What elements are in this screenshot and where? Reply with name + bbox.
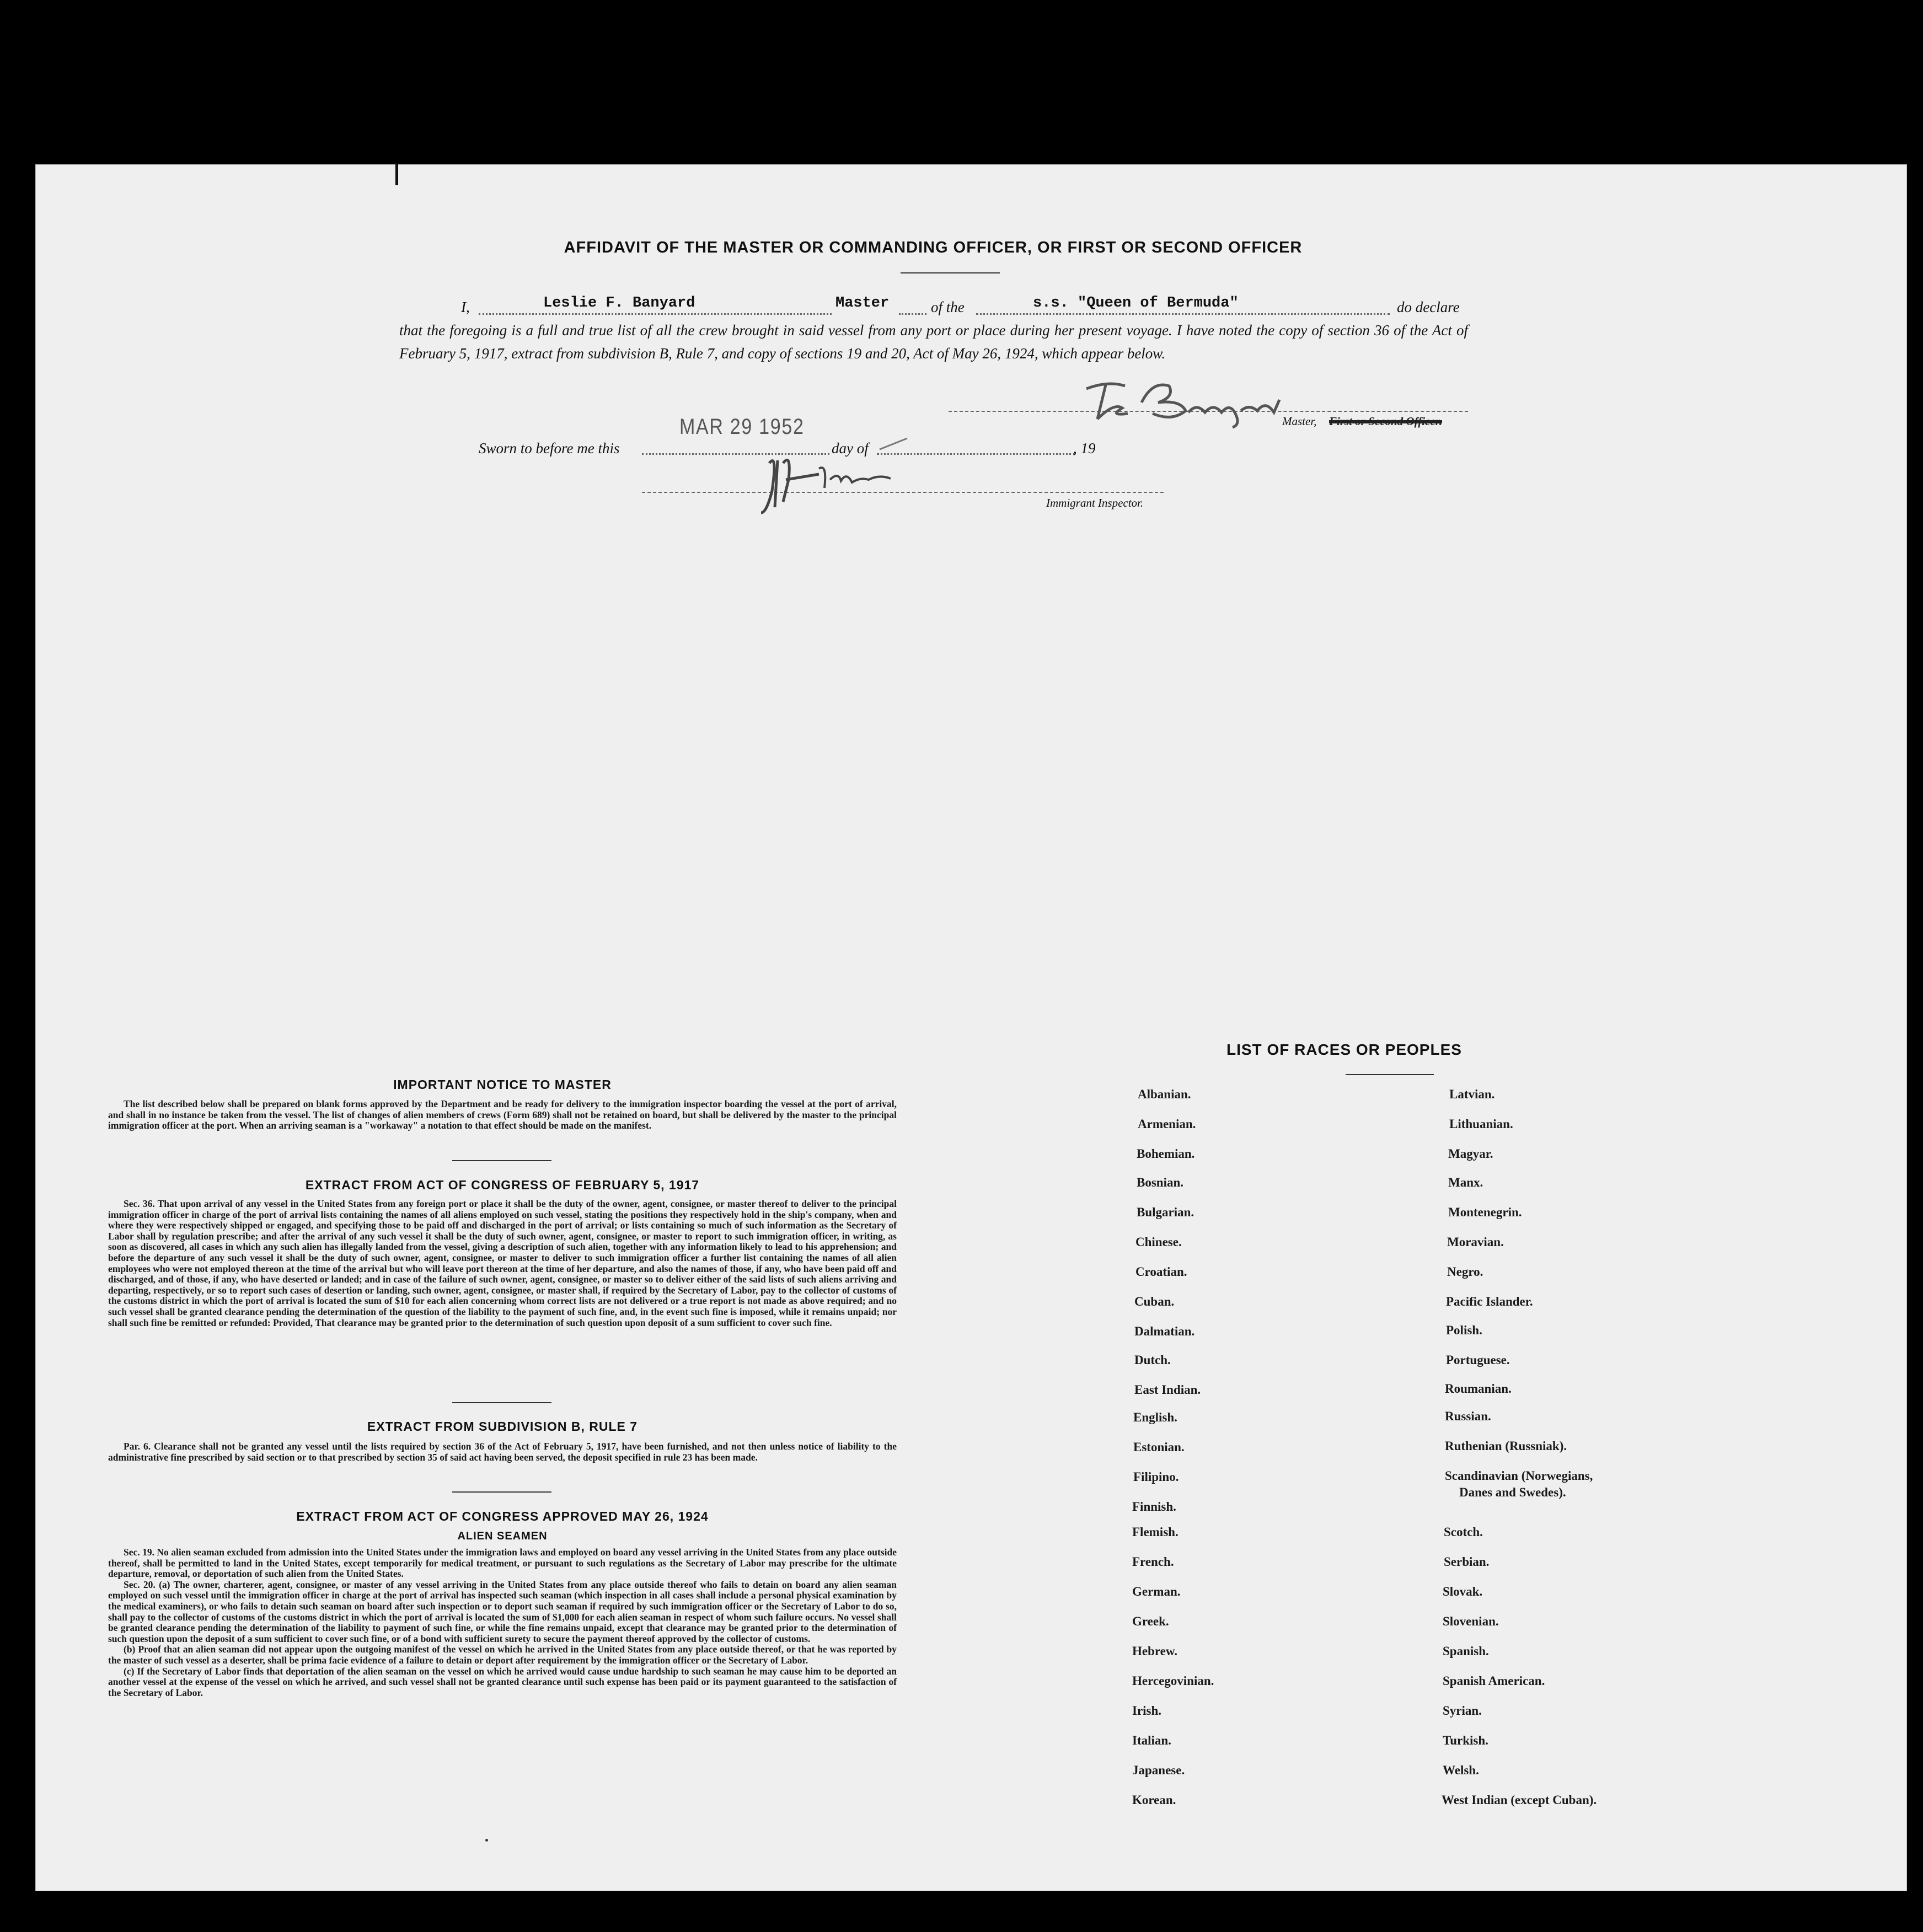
- race-item: Bulgarian.: [1137, 1205, 1194, 1219]
- section-20b-paragraph: (b) Proof that an alien seaman did not appear upon the outgoing manifest of the vessel on which he arrived in the United States from any place outside thereof, or that he was reported by the master of such vessel as a deserter, shall be prima facie evidence of a failure to detain or deport after requirement by the immigration officer or the Secretary of Labor.: [108, 1644, 897, 1666]
- alien-seamen-subtitle: ALIEN SEAMEN: [457, 1530, 548, 1542]
- race-item: Estonian.: [1133, 1440, 1185, 1454]
- par-6-paragraph: Par. 6. Clearance shall not be granted any vessel until the lists required by section 36 of the Act of February 5, 1917, have been furnished, and not then unless notice of liability to the administrative fine prescribed by said section or to that prescribed by section 35 of said act having been served, the deposit specified in rule 23 has been made.: [108, 1441, 897, 1463]
- vessel-name: s.s. "Queen of Bermuda": [1033, 295, 1239, 312]
- race-item: Slovak.: [1443, 1585, 1483, 1598]
- races-title: LIST OF RACES OR PEOPLES: [1226, 1041, 1462, 1058]
- notice-title: IMPORTANT NOTICE TO MASTER: [393, 1077, 612, 1092]
- race-item: Finnish.: [1132, 1500, 1176, 1514]
- inspector-caption: Immigrant Inspector.: [1046, 496, 1144, 509]
- race-item: Manx.: [1448, 1176, 1483, 1189]
- race-item: Lithuanian.: [1449, 1117, 1513, 1131]
- race-item: Greek.: [1132, 1614, 1169, 1628]
- rule-7-text: [108, 1441, 897, 1463]
- race-item: Croatian.: [1135, 1265, 1187, 1279]
- name-line: [479, 313, 832, 315]
- race-item: Magyar.: [1448, 1147, 1493, 1161]
- extract-1924-text: [108, 1547, 897, 1698]
- do-declare-label: do declare: [1397, 299, 1460, 315]
- race-item: Spanish.: [1443, 1644, 1489, 1658]
- date-stamp: MAR 29 1952: [679, 415, 805, 439]
- rule-7-divider: [452, 1491, 551, 1493]
- race-item: East Indian.: [1134, 1383, 1201, 1397]
- race-item: Turkish.: [1443, 1734, 1488, 1747]
- race-item: Bosnian.: [1137, 1176, 1184, 1189]
- race-item: Korean.: [1132, 1793, 1176, 1807]
- year-prefix: , 19: [1073, 440, 1096, 457]
- race-item: Flemish.: [1132, 1525, 1179, 1539]
- master-rank: Master: [835, 295, 890, 312]
- extract-1917-title: EXTRACT FROM ACT OF CONGRESS OF FEBRUARY 5, 1917: [305, 1178, 700, 1192]
- race-item: French.: [1132, 1555, 1174, 1569]
- title-underline: [901, 272, 1000, 273]
- extract-1917-divider: [452, 1402, 551, 1403]
- affidavit-body: that the foregoing is a full and true list of all the crew brought in said vessel from any port or place during her present voyage. I have noted the copy of section 36 of the Act of February 5, 1917, extract from subdivision B, Rule 7, and copy of sections 19 and 20, Act of May 26, 1924, which appear below.: [399, 322, 1468, 362]
- race-item: Roumanian.: [1445, 1382, 1512, 1396]
- rank-line: [899, 313, 926, 315]
- race-item: Filipino.: [1133, 1470, 1179, 1484]
- day-of-label: day of: [832, 440, 869, 457]
- struck-officer-caption: First or Second Officer.: [1329, 415, 1442, 428]
- race-item: Bohemian.: [1137, 1147, 1195, 1161]
- section-19-paragraph: Sec. 19. No alien seaman excluded from admission into the United States under the immigration laws and employed on board any vessel arriving in the United States from any place outside thereof, shall be permitted to land in the United States, except temporarily for medical treatment, or pursuant to such regulations as the Secretary of Labor may prescribe for the ultimate departure, removal, or deportation of such alien from the United States.: [108, 1547, 897, 1580]
- race-item: Scandinavian (Norwegians,: [1445, 1469, 1593, 1483]
- race-item: Danes and Swedes).: [1459, 1485, 1566, 1499]
- race-item: West Indian (except Cuban).: [1442, 1793, 1597, 1807]
- race-item: Italian.: [1132, 1734, 1171, 1747]
- rule-7-title: EXTRACT FROM SUBDIVISION B, RULE 7: [367, 1419, 638, 1434]
- master-signature: [1075, 369, 1296, 430]
- race-item: Russian.: [1445, 1409, 1491, 1423]
- race-item: Armenian.: [1138, 1117, 1196, 1131]
- race-item: Japanese.: [1132, 1763, 1185, 1777]
- master-name: Leslie F. Banyard: [543, 295, 695, 312]
- race-item: Slovenian.: [1443, 1614, 1499, 1628]
- section-36-paragraph: Sec. 36. That upon arrival of any vessel in the United States from any foreign port or place it shall be the duty of the owner, agent, consignee, or master thereof to deliver to the principal immigration officer in charge of the port of arrival lists containing the names of all aliens employed on such vessel, stating the positions they respectively hold in the ship's company, when and where they were respectively shipped or engaged, and specifying those to be paid off and discharged in the port of arrival; or lists containing so much of such information as the Secretary of Labor shall by regulation prescribe; and after the arrival of any such vessel it shall be the duty of such owner, agent, consignee, or master to report to such immigration officer, in writing, as soon as discovered, all cases in which any such alien has illegally landed from the vessel, giving a description of such alien, together with any information likely to lead to his apprehension; and before the departure of any such vessel it shall be the duty of such owner, agent, consignee, or master to deliver to such immigration officer a further list containing the names of all alien employees who were not employed thereon at the time of the arrival but who will leave port thereon at the time of her departure, and also the names of those, if any, who have been paid off and discharged, and of those, if any, who have deserted or landed; and in case of the failure of such owner, agent, consignee, or master so to deliver either of the said lists of such aliens arriving and departing, respectively, or so to report such cases of desertion or landing, such owner, agent, consignee, or master shall, if required by the Secretary of Labor, pay to the collector of customs of the customs district in which the port of arrival is located the sum of $10 for each alien concerning whom correct lists are not delivered or a true report is not made as above required; and no such vessel shall be granted clearance pending the determination of the question of the liability to the payment of such fine, and, in the event such fine is imposed, while it remains unpaid; nor shall such fine be remitted or refunded: Provided, That clearance may be granted prior to the determination of such question upon deposit of a sum sufficient to cover such fine.: [108, 1198, 897, 1328]
- race-item: Dutch.: [1134, 1353, 1171, 1367]
- race-item: Negro.: [1447, 1265, 1483, 1279]
- vessel-line: [976, 313, 1390, 315]
- notice-paragraph: The list described below shall be prepared on blank forms approved by the Department and be ready for delivery to the immigration inspector boarding the vessel at the port of arrival, and shall in no instance be taken from the vessel. The list of changes of alien members of crews (Form 689) shall not be retained on board, but shall be delivered by the master to the principal immigration officer at the port. When an arriving seaman is a "workaway" a notation to that effect should be made on the manifest.: [108, 1098, 897, 1131]
- race-item: Moravian.: [1447, 1235, 1504, 1249]
- section-20a-paragraph: Sec. 20. (a) The owner, charterer, agent, consignee, or master of any vessel arriving in the United States from any place outside thereof who fails to detain on board any alien seaman employed on such vessel until the immigration officer in charge at the port of arrival has inspected such seaman (which inspection in all cases shall include a personal physical examination by the medical examiners), or who fails to detain such seaman on board after such inspection or to deport such seaman if required by such immigration officer or the Secretary of Labor to do so, shall pay to the collector of customs of the customs district in which the port of arrival is located the sum of $1,000 for each alien seaman in respect of whom such failure occurs. No vessel shall be granted clearance pending the determination of the liability to payment of such fine, or while the fine remains unpaid, except that clearance may be granted prior to the determination of such question upon the deposit of a sum sufficient to cover such fine, or of a bond with sufficient surety to secure the payment thereof approved by the collector of customs.: [108, 1579, 897, 1644]
- race-item: Montenegrin.: [1448, 1205, 1522, 1219]
- race-item: Latvian.: [1449, 1087, 1495, 1101]
- race-item: Scotch.: [1444, 1525, 1483, 1539]
- race-item: Hercegovinian.: [1132, 1674, 1214, 1688]
- notice-text: [108, 1099, 897, 1131]
- races-divider: [1346, 1074, 1434, 1075]
- race-item: Irish.: [1132, 1704, 1162, 1718]
- race-item: Ruthenian (Russniak).: [1445, 1439, 1567, 1453]
- speck: [485, 1839, 488, 1842]
- affidavit-title: AFFIDAVIT OF THE MASTER OR COMMANDING OFFICER, OR FIRST OR SECOND OFFICER: [564, 239, 1303, 256]
- race-item: Spanish American.: [1443, 1674, 1545, 1688]
- race-item: German.: [1132, 1585, 1181, 1598]
- race-item: Serbian.: [1444, 1555, 1490, 1569]
- sworn-label: Sworn to before me this: [479, 440, 620, 457]
- affidavit-i-label: I,: [461, 299, 470, 315]
- inspector-signature: [753, 430, 918, 524]
- race-item: Pacific Islander.: [1446, 1295, 1533, 1308]
- race-item: Chinese.: [1135, 1235, 1182, 1249]
- section-20c-paragraph: (c) If the Secretary of Labor finds that deportation of the alien seaman on the vessel on which he arrived would cause undue hardship to such seaman he may cause him to be deported an another vessel at the expense of the vessel on which he arrived, and such vessel shall not be granted clearance until such expense has been paid or its payment guaranteed to the satisfaction of the Secretary of Labor.: [108, 1665, 897, 1698]
- master-caption: Master,: [1282, 415, 1317, 428]
- race-item: Syrian.: [1443, 1704, 1482, 1718]
- race-item: Hebrew.: [1132, 1644, 1177, 1658]
- race-item: Cuban.: [1134, 1295, 1175, 1308]
- extract-1924-title: EXTRACT FROM ACT OF CONGRESS APPROVED MAY 26, 1924: [296, 1509, 709, 1523]
- extract-1917-text: [108, 1199, 897, 1328]
- of-the-label: of the: [931, 299, 965, 315]
- race-item: Welsh.: [1443, 1763, 1479, 1777]
- race-item: Polish.: [1446, 1323, 1482, 1337]
- race-item: Albanian.: [1138, 1087, 1191, 1101]
- race-item: Portuguese.: [1446, 1353, 1510, 1367]
- race-item: English.: [1133, 1410, 1177, 1424]
- notice-divider: [452, 1160, 551, 1161]
- race-item: Dalmatian.: [1134, 1324, 1195, 1338]
- margin-mark: [395, 163, 398, 185]
